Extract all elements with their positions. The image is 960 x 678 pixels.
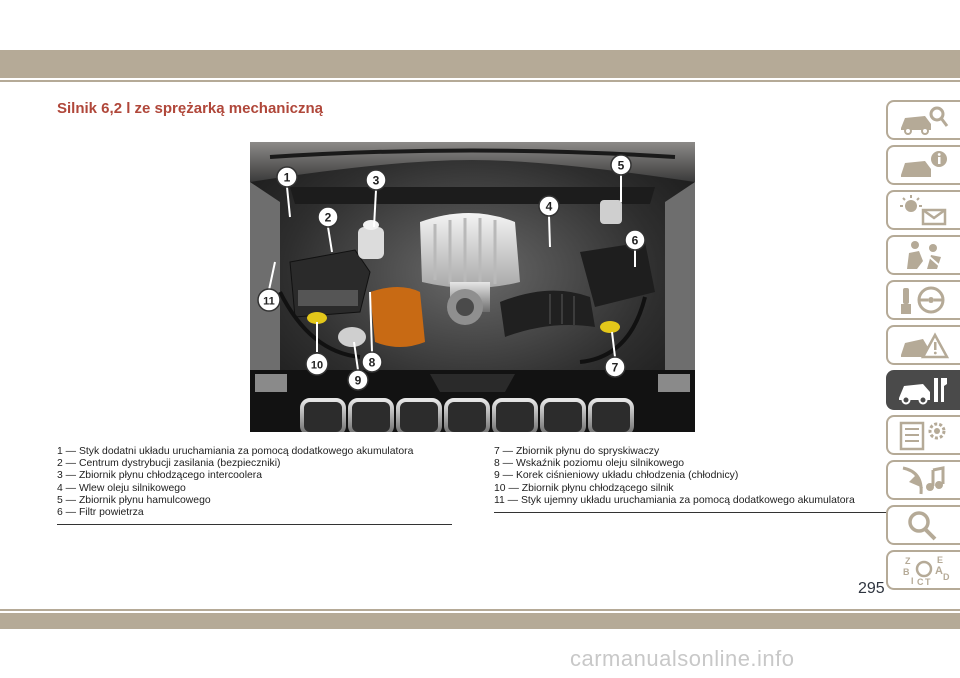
tab-car-search[interactable] xyxy=(886,100,960,140)
svg-text:B: B xyxy=(903,567,910,577)
svg-text:2: 2 xyxy=(324,210,332,225)
svg-text:8: 8 xyxy=(368,355,376,370)
svg-text:Z: Z xyxy=(905,556,911,566)
callout-1 xyxy=(277,167,297,187)
svg-text:1: 1 xyxy=(283,170,291,185)
legend-item: 6 — Filtr powietrza xyxy=(57,507,144,519)
header-rule xyxy=(0,80,960,82)
page-title: Silnik 6,2 l ze sprężarką mechaniczną xyxy=(57,100,323,117)
tab-navigation-music[interactable] xyxy=(886,460,960,500)
callout-8 xyxy=(362,352,382,372)
svg-text:3: 3 xyxy=(372,173,380,188)
tab-key-steering[interactable] xyxy=(886,280,960,320)
svg-text:5: 5 xyxy=(617,158,625,173)
legend-item: 3 — Zbiornik płynu chłodzącego intercoolera xyxy=(57,470,263,482)
tab-car-warning[interactable] xyxy=(886,325,960,365)
footer-band xyxy=(0,613,960,629)
svg-text:11: 11 xyxy=(263,295,275,308)
legend-right-rule xyxy=(494,512,887,513)
callout-2 xyxy=(318,207,338,227)
svg-text:T: T xyxy=(925,577,931,586)
header-band xyxy=(0,50,960,78)
callout-9 xyxy=(348,370,368,390)
tab-car-info[interactable] xyxy=(886,145,960,185)
page-number: 295 xyxy=(858,580,885,597)
callout-11 xyxy=(258,289,280,311)
legend-right xyxy=(494,446,887,507)
magnifier-icon xyxy=(897,509,951,541)
legend-item: 8 — Wskaźnik poziomu oleju silnikowego xyxy=(494,458,684,470)
checklist-gear-icon xyxy=(897,419,951,451)
legend-left xyxy=(57,446,452,519)
callout-5 xyxy=(611,155,631,175)
key-steering-wheel-icon xyxy=(897,284,951,316)
legend-item: 2 — Centrum dystrybucji zasilania (bezpieczniki) xyxy=(57,458,281,470)
legend-item: 7 — Zbiornik płynu do spryskiwaczy xyxy=(494,446,660,457)
legend-item: 9 — Korek ciśnieniowy układu chłodzenia (chłodnicy) xyxy=(494,470,739,482)
top-margin xyxy=(0,0,960,50)
tab-warning-lights[interactable] xyxy=(886,190,960,230)
svg-text:D: D xyxy=(943,572,950,582)
car-warning-triangle-icon xyxy=(897,329,951,361)
legend-left-rule xyxy=(57,524,452,525)
tab-checklist[interactable] xyxy=(886,415,960,455)
callout-6 xyxy=(625,230,645,250)
tab-seat-airbag[interactable] xyxy=(886,235,960,275)
car-info-icon xyxy=(897,149,951,181)
navigation-music-icon xyxy=(897,464,951,496)
engine-bay-photo xyxy=(250,142,695,432)
svg-text:10: 10 xyxy=(310,359,324,372)
svg-text:C: C xyxy=(917,577,924,586)
svg-text:6: 6 xyxy=(631,233,639,248)
tab-index[interactable] xyxy=(886,550,960,590)
legend-item: 4 — Wlew oleju silnikowego xyxy=(57,482,186,494)
warning-light-message-icon xyxy=(897,194,951,226)
seat-airbag-icon xyxy=(897,239,951,271)
svg-text:I: I xyxy=(911,576,914,586)
legend-item: 5 — Zbiornik płynu hamulcowego xyxy=(57,494,211,506)
svg-text:7: 7 xyxy=(611,360,619,375)
svg-text:A: A xyxy=(935,565,943,577)
tab-search[interactable] xyxy=(886,505,960,545)
legend-item: 11 — Styk ujemny układu uruchamiania za pomocą dodatkowego akumulatora xyxy=(494,494,855,506)
callout-7 xyxy=(605,357,625,377)
tab-car-service[interactable] xyxy=(886,370,960,410)
footer-rule xyxy=(0,609,960,611)
svg-text:E: E xyxy=(937,555,944,565)
car-wrench-icon xyxy=(897,374,951,406)
callout-10 xyxy=(306,353,328,375)
watermark: carmanualsonline.info xyxy=(570,646,795,671)
callout-4 xyxy=(539,196,559,216)
alphabet-index-icon xyxy=(897,554,951,586)
car-search-icon xyxy=(897,104,951,136)
legend-item: 1 — Styk dodatni układu uruchamiania za pomocą dodatkowego akumulatora xyxy=(57,446,414,457)
callout-3 xyxy=(366,170,386,190)
svg-text:4: 4 xyxy=(545,199,553,214)
legend-item: 10 — Zbiornik płynu chłodzącego silnik xyxy=(494,482,674,494)
svg-text:9: 9 xyxy=(354,373,362,388)
